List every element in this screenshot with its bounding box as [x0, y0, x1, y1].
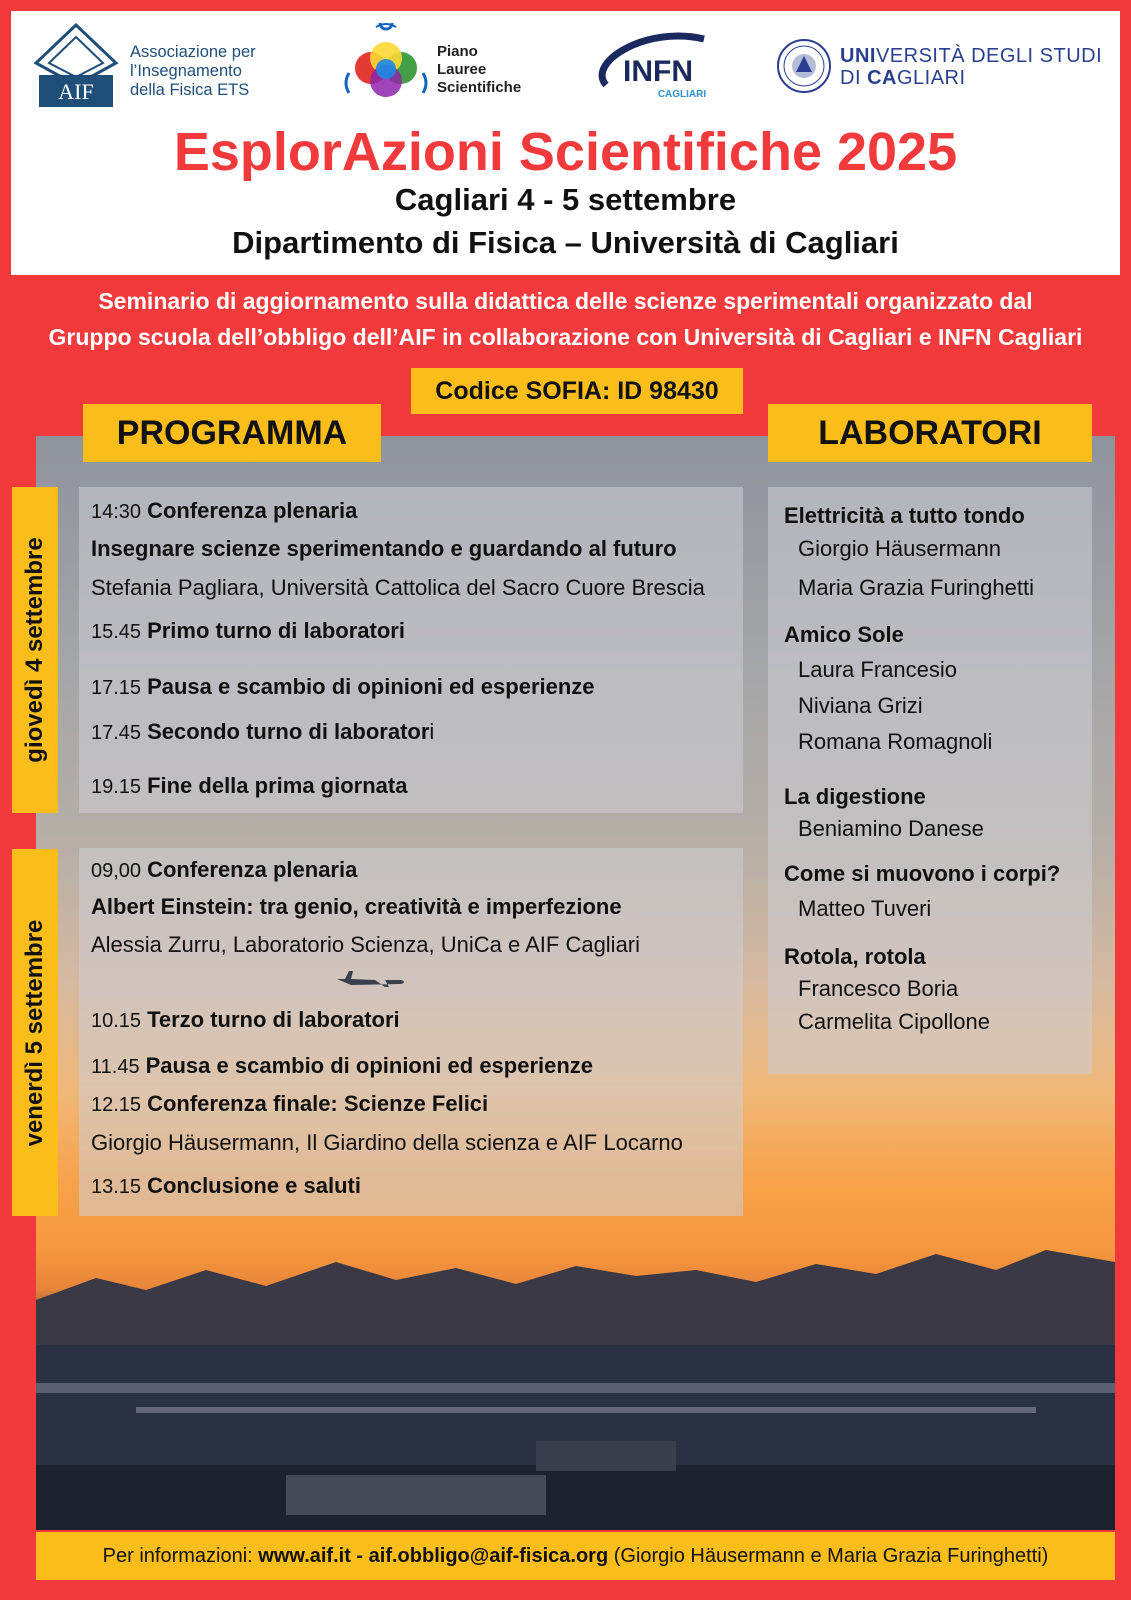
laboratori-heading: LABORATORI	[768, 404, 1092, 462]
unica-bold-part: CA	[867, 67, 897, 89]
mountains-silhouette	[36, 1240, 1115, 1350]
description-line: Seminario di aggiornamento sulla didattica delle scienze sperimentali organizzato dal	[98, 288, 1033, 314]
day1-label	[12, 487, 58, 813]
item-text: Conferenza finale: Scienze Felici	[147, 1091, 489, 1116]
infn-orbit-icon	[586, 23, 726, 109]
aif-name-line: Associazione per	[130, 43, 256, 61]
item-text: Primo turno di laboratori	[147, 618, 405, 643]
item-text: Giorgio Häusermann, Il Giardino della scienza e AIF Locarno	[91, 1130, 683, 1155]
unica-name-line2	[840, 67, 1102, 89]
item-time: 13.15	[91, 1176, 142, 1198]
program-item	[91, 574, 705, 602]
aif-name	[130, 43, 256, 100]
footer-prefix: Per informazioni:	[102, 1545, 259, 1567]
lab-title: Rotola, rotola	[784, 944, 926, 969]
pls-name-line: Scientifiche	[437, 79, 522, 96]
item-time: 10.15	[91, 1010, 142, 1032]
laboratori-panel	[768, 487, 1092, 1074]
program-item	[91, 1129, 683, 1157]
program-item	[91, 535, 677, 563]
aif-mark: AIF	[58, 79, 94, 104]
infn-logo	[586, 23, 726, 109]
sofia-code-badge: Codice SOFIA: ID 98430	[411, 368, 743, 414]
item-text: Secondo turno di laborator	[147, 719, 430, 744]
program-item	[91, 673, 595, 702]
day2-label	[12, 849, 58, 1216]
lab-leader: Francesco Boria	[798, 976, 959, 1001]
program-item	[91, 931, 640, 959]
contact-footer	[36, 1532, 1115, 1580]
lab-title: La digestione	[784, 784, 926, 809]
item-text: Albert Einstein: tra genio, creatività e imperfezione	[91, 894, 622, 919]
item-text: Insegnare scienze sperimentando e guardando al futuro	[91, 536, 677, 561]
lab-leader: Matteo Tuveri	[798, 896, 932, 921]
unica-name	[840, 45, 1102, 89]
unica-pre-part: DI	[840, 67, 868, 89]
aif-emblem-icon	[31, 23, 121, 109]
pls-logo	[341, 23, 541, 109]
unica-logo	[776, 23, 1116, 109]
lab-title: Elettricità a tutto tondo	[784, 503, 1025, 528]
harbor-silhouette	[36, 1345, 1115, 1530]
program-item	[91, 497, 357, 526]
item-text: Terzo turno di laboratori	[147, 1007, 400, 1032]
item-time: 17.15	[91, 677, 142, 699]
programma-heading: PROGRAMMA	[83, 404, 381, 462]
program-item	[91, 718, 434, 747]
item-text: Stefania Pagliara, Università Cattolica del Sacro Cuore Brescia	[91, 575, 705, 600]
pls-colorful-emblem-icon	[341, 23, 431, 109]
item-time: 17.45	[91, 722, 142, 744]
lab-leader: Niviana Grizi	[798, 693, 923, 718]
program-item	[91, 617, 405, 646]
item-text: Fine della prima giornata	[147, 773, 408, 798]
unica-rest-part: VERSITÀ DEGLI STUDI	[875, 45, 1103, 67]
infn-sub: CAGLIARI	[657, 89, 707, 100]
day2-program-panel	[79, 848, 743, 1216]
aif-logo	[31, 23, 271, 109]
item-text: Pausa e scambio di opinioni ed esperienze	[147, 674, 595, 699]
event-venue: Dipartimento di Fisica – Università di Cagliari	[232, 225, 899, 260]
item-text: Conclusione e saluti	[147, 1173, 361, 1198]
day1-program-panel	[79, 487, 743, 813]
item-time: 12.15	[91, 1094, 142, 1116]
item-time: 19.15	[91, 776, 142, 798]
item-text: Pausa e scambio di opinioni ed esperienze	[145, 1053, 594, 1078]
website-link[interactable]: www.aif.it	[258, 1545, 351, 1567]
day1-label-text: giovedì 4 settembre	[21, 537, 48, 763]
item-time: 11.45	[91, 1056, 140, 1078]
program-item	[91, 1090, 488, 1119]
email-link[interactable]: aif.obbligo@aif-fisica.org	[368, 1545, 609, 1567]
lab-leader: Carmelita Cipollone	[798, 1009, 990, 1034]
unica-bold-part: UNI	[840, 45, 876, 67]
lab-leader: Beniamino Danese	[798, 816, 984, 841]
lab-title: Come si muovono i corpi?	[784, 861, 1061, 886]
pls-name-line: Piano	[437, 43, 478, 60]
lab-leader: Romana Romagnoli	[798, 729, 993, 754]
lab-leader: Laura Francesio	[798, 657, 957, 682]
program-item	[91, 772, 407, 801]
program-item	[91, 1052, 593, 1081]
unica-rest-part: GLIARI	[896, 67, 966, 89]
item-text-tail: i	[429, 719, 435, 744]
aif-name-line: della Fisica ETS	[130, 81, 250, 99]
university-seal-icon	[776, 38, 832, 94]
pls-name-line: Lauree	[437, 61, 487, 78]
program-item	[91, 1006, 400, 1035]
header	[11, 11, 1120, 275]
airplane-icon	[335, 967, 407, 995]
program-item	[91, 856, 357, 885]
description-line: Gruppo scuola dell’obbligo dell’AIF in collaborazione con Università di Cagliari e INFN Cagliari	[48, 324, 1083, 350]
program-item	[91, 1172, 361, 1201]
footer-contacts: (Giorgio Häusermann e Maria Grazia Furinghetti)	[608, 1545, 1049, 1567]
pls-name	[437, 43, 521, 97]
lab-title: Amico Sole	[784, 622, 904, 647]
item-time: 14:30	[91, 501, 142, 523]
item-time: 15.45	[91, 621, 142, 643]
item-time: 09,00	[91, 860, 142, 882]
item-text: Conferenza plenaria	[147, 857, 358, 882]
event-title: EsplorAzioni Scientifiche 2025	[173, 122, 958, 182]
aif-name-line: l’Insegnamento	[130, 62, 242, 80]
program-item	[91, 893, 622, 921]
infn-mark: INFN	[623, 55, 693, 88]
seminar-description	[0, 283, 1131, 355]
lab-leader: Giorgio Häusermann	[798, 536, 1001, 561]
lab-leader: Maria Grazia Furinghetti	[798, 575, 1034, 600]
event-dates: Cagliari 4 - 5 settembre	[394, 182, 737, 217]
item-text: Alessia Zurru, Laboratorio Scienza, UniCa e AIF Cagliari	[91, 932, 641, 957]
day2-label-text: venerdì 5 settembre	[21, 919, 48, 1146]
item-text: Conferenza plenaria	[147, 498, 358, 523]
unica-name-line1	[840, 45, 1102, 67]
footer-separator: -	[350, 1545, 369, 1567]
